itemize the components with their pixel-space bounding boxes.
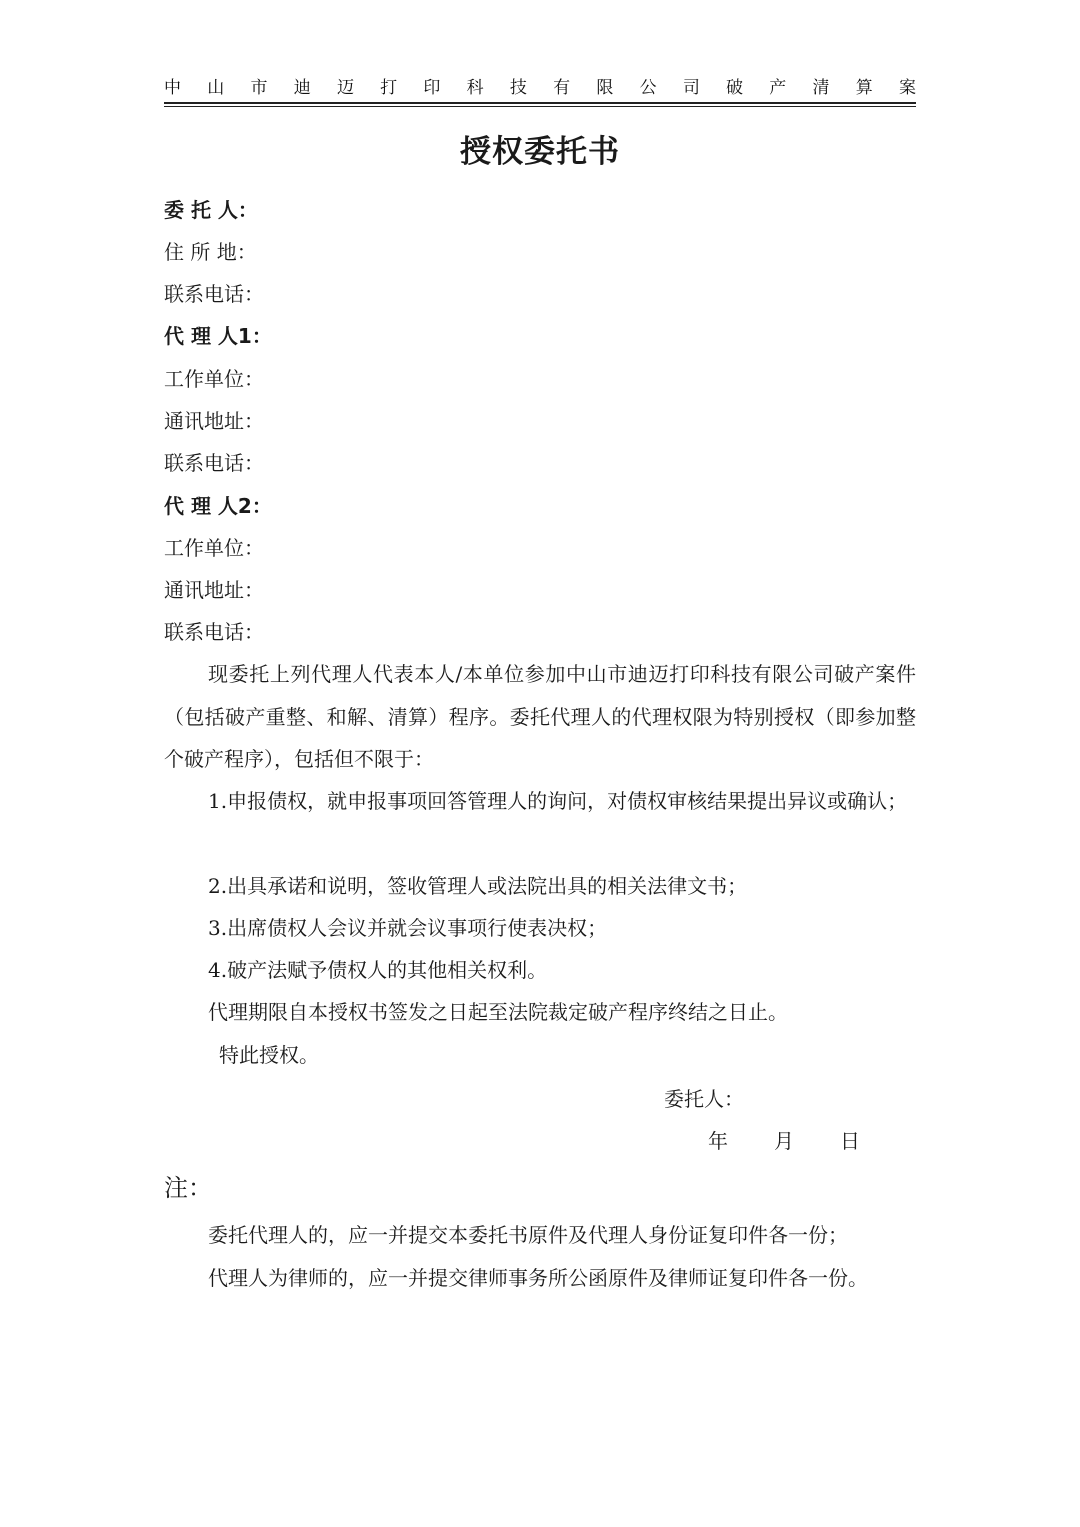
authority-item-1: 1.申报债权，就申报事项回答管理人的询问，对债权审核结果提出异议或确认； <box>208 789 908 813</box>
principal-heading: 委 托 人： <box>164 198 258 222</box>
agent1-heading: 代 理 人1： <box>164 324 272 348</box>
authority-item-3: 3.出席债权人会议并就会议事项行使表决权； <box>208 916 608 940</box>
principal-address-label: 住 所 地： <box>164 240 257 264</box>
note-1: 委托代理人的，应一并提交本委托书原件及代理人身份证复印件各一份； <box>208 1223 848 1247</box>
agent2-phone-label: 联系电话： <box>164 620 264 644</box>
date-month-label: 月 <box>774 1129 794 1153</box>
signature-label: 委托人： <box>664 1087 744 1111</box>
header-rule-thick <box>164 102 916 104</box>
date-day-label: 日 <box>840 1129 860 1153</box>
agent1-mail-label: 通讯地址： <box>164 409 264 433</box>
notes-heading: 注： <box>164 1174 212 1202</box>
agency-term: 代理期限自本授权书签发之日起至法院裁定破产程序终结之日止。 <box>208 1000 788 1024</box>
closing-statement: 特此授权。 <box>219 1043 319 1067</box>
agent1-phone-label: 联系电话： <box>164 451 264 475</box>
agent2-work-label: 工作单位： <box>164 536 264 560</box>
authority-item-4: 4.破产法赋予债权人的其他相关权利。 <box>208 958 548 982</box>
date-year-label: 年 <box>708 1129 728 1153</box>
principal-phone-label: 联系电话： <box>164 282 264 306</box>
document-title: 授权委托书 <box>460 134 620 170</box>
agent2-heading: 代 理 人2： <box>164 494 272 518</box>
agent2-mail-label: 通讯地址： <box>164 578 264 602</box>
note-2: 代理人为律师的，应一并提交律师事务所公函原件及律师证复印件各一份。 <box>208 1266 868 1290</box>
case-header: 中山市迪迈打印科技有限公司破产清算案 <box>164 78 916 98</box>
header-rule-thin <box>164 106 916 107</box>
authorization-intro: 现委托上列代理人代表本人/本单位参加中山市迪迈打印科技有限公司破产案件（包括破产重整、和解、清算）程序。委托代理人的代理权限为特别授权（即参加整个破产程序），包括但不限于： <box>164 662 916 771</box>
authority-item-2: 2.出具承诺和说明，签收管理人或法院出具的相关法律文书； <box>208 874 748 898</box>
agent1-work-label: 工作单位： <box>164 367 264 391</box>
